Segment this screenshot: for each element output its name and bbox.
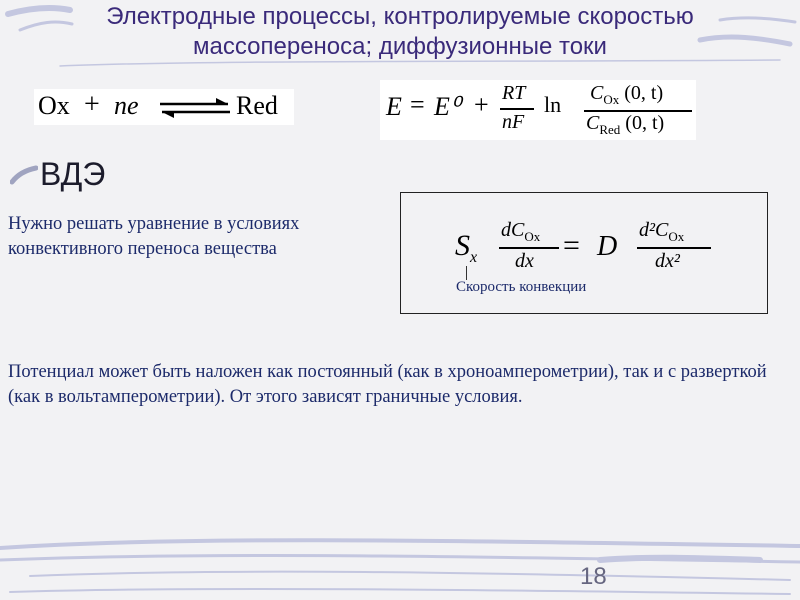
page-number: 18 — [580, 563, 607, 590]
slide-title: Электродные процессы, контролируемые скоростью массопереноса; диффузионные токи — [106, 3, 694, 60]
fraction-bar — [500, 108, 534, 110]
fraction-bar — [637, 247, 711, 249]
equilibrium-arrows-icon — [156, 97, 234, 119]
reaction-equation — [34, 89, 294, 125]
nernst-cox: $C_{Ox}$ (0, t) — [590, 82, 664, 107]
convection-velocity-label: Скорость конвекции — [456, 279, 587, 295]
eq-dx2: dx² — [655, 250, 680, 272]
reaction-ox: Ox — [38, 91, 70, 120]
reaction-ne: ne — [114, 91, 139, 120]
fraction-bar — [499, 247, 559, 249]
eq-dcox: $dC_{Ox}$ — [501, 219, 541, 244]
eq-s: $S_x$ — [455, 229, 478, 266]
nernst-rt: RT — [502, 82, 526, 104]
eq-d2cox: $d^2C_{Ox}$ — [639, 219, 685, 244]
nernst-equation — [380, 80, 696, 140]
convection-pointer-line — [466, 266, 467, 280]
reaction-red: Red — [236, 91, 278, 120]
nernst-e0: E⁰ — [434, 92, 461, 121]
paragraph-convective: Нужно решать уравнение в условиях конвективного переноса вещества — [8, 214, 300, 259]
nernst-ln: ln — [544, 92, 562, 117]
nernst-nf: nF — [502, 111, 525, 133]
eq-dx: dx — [515, 250, 534, 272]
bullet-text: ВДЭ — [40, 156, 106, 192]
paragraph-potential: Потенциал может быть наложен как постоянный (как в хроноамперометрии), так и с разверткой (как в вольтамперометрии). От этого зависят граничные условия. — [8, 362, 767, 407]
eq-equals: = — [563, 229, 580, 262]
nernst-eq: = — [410, 90, 425, 119]
nernst-plus: + — [474, 90, 489, 119]
reaction-plus: + — [84, 89, 100, 120]
swoosh-bullet-icon — [10, 164, 38, 186]
nernst-e: E — [386, 92, 402, 121]
nernst-cred: $C_{Red}$ (0, t) — [586, 112, 665, 137]
eq-d: D — [597, 231, 618, 262]
